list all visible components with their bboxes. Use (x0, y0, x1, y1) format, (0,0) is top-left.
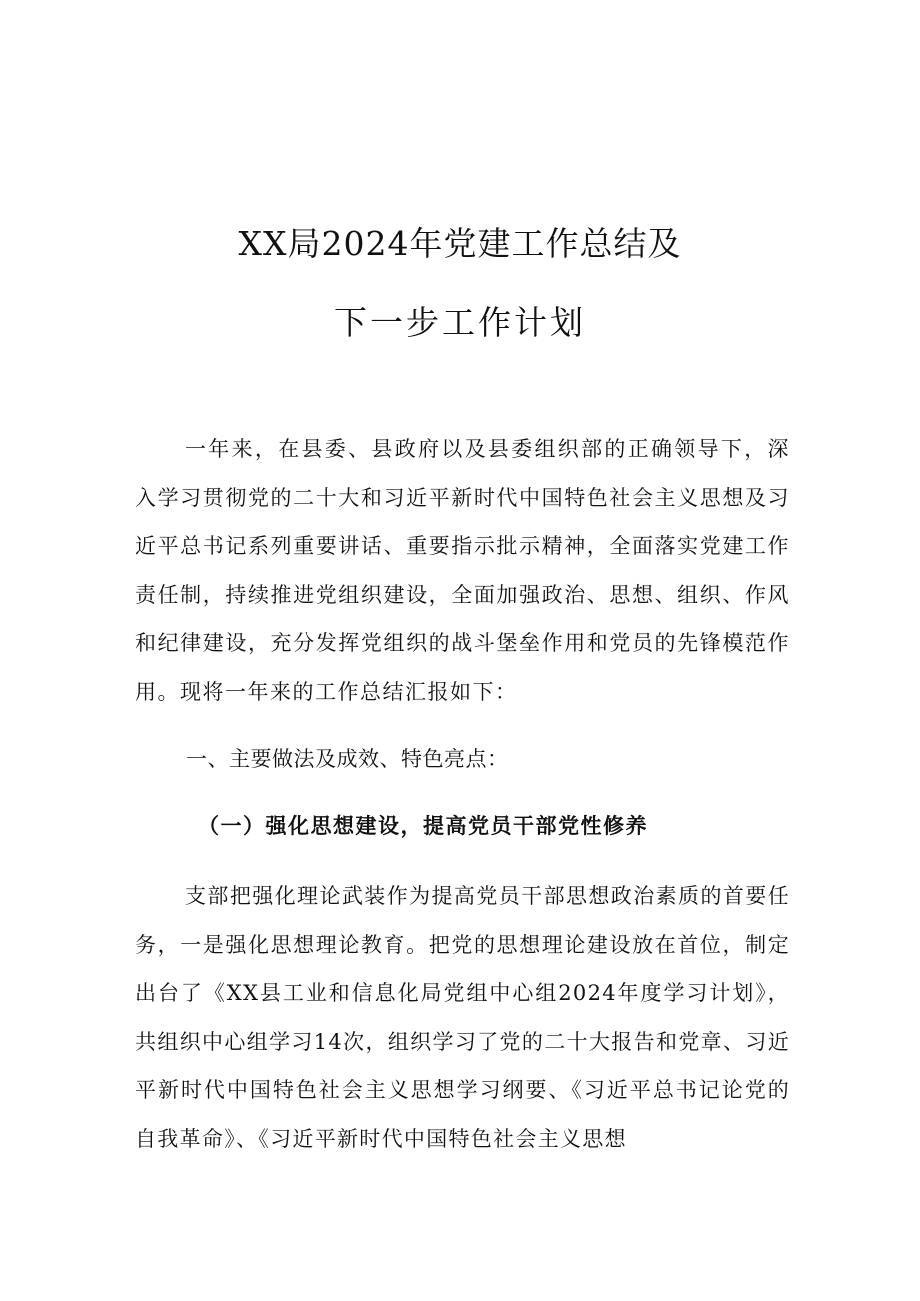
subsection-heading: （一）强化思想建设，提高党员干部党性修养 (198, 813, 648, 838)
document-title-line-1: XX局2024年党建工作总结及 (238, 224, 682, 263)
document-title-line-2: 下一步工作计划 (334, 303, 586, 342)
section-heading: 一、主要做法及成效、特色亮点： (186, 747, 509, 771)
intro-paragraph: 一年来，在县委、县政府以及县委组织部的正确领导下，深入学习贯彻党的二十大和习近平新时代中国特色社会主义思想及习近平总书记系列重要讲话、重要指示批示精神，全面落实党建工作责任制，持续推进党组织建设，全面加强政治、思想、组织、作风和纪律建设，充分发挥党组织的战斗堡垒作用和党员的先锋模范作用。现将一年来的工作总结汇报如下： (135, 437, 790, 704)
body-paragraph: 支部把强化理论武装作为提高党员干部思想政治素质的首要任务，一是强化思想理论教育。把党的思想理论建设放在首位，制定出台了《XX县工业和信息化局党组中心组2024年度学习计划》，共组织中心组学习14次，组织学习了党的二十大报告和党章、习近平新时代中国特色社会主义思想学习纲要、《习近平总书记论党的自我革命》、《习近平新时代中国特色社会主义思想 (135, 884, 790, 1151)
